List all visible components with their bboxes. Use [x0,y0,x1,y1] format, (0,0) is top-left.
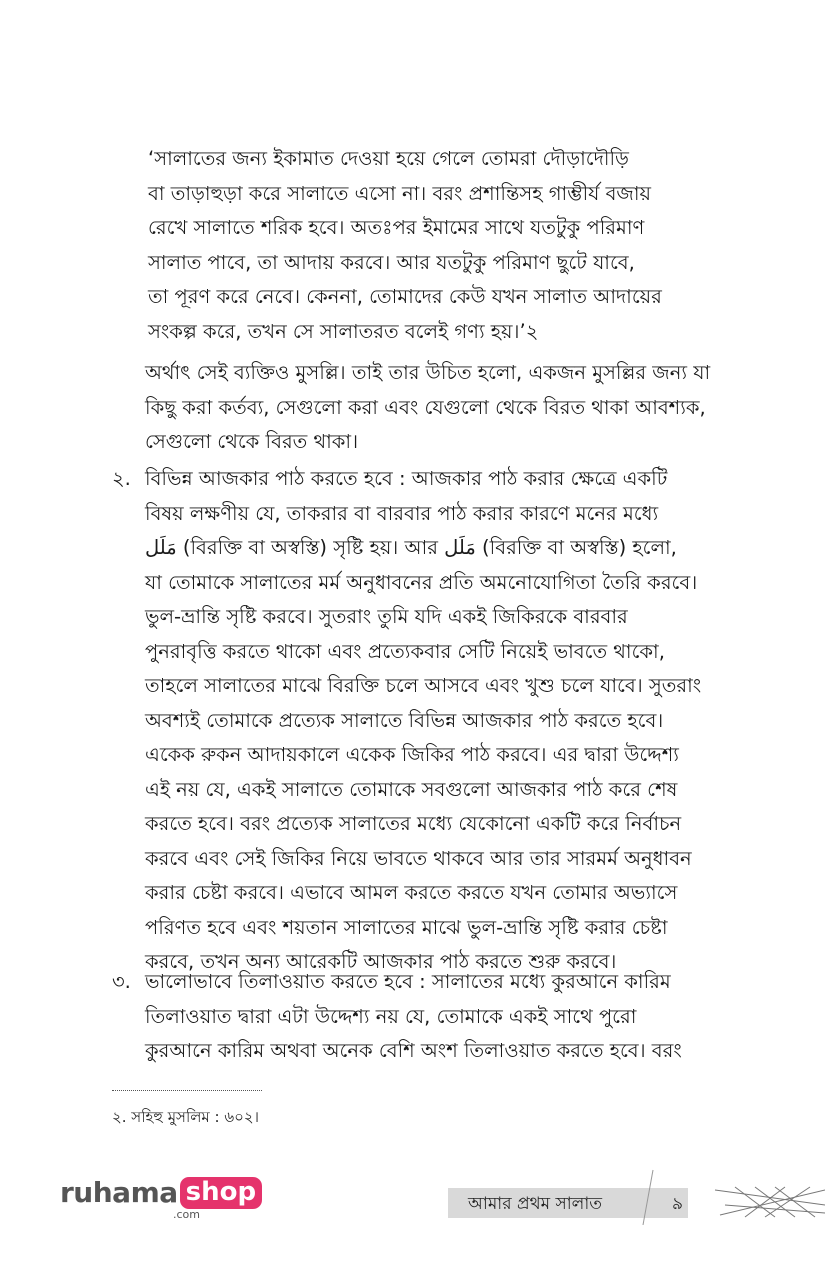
item-line: করবে, তখন অন্য আরেকটি আজকার পাঠ করতে শুরু করবে। [145,950,617,973]
item-line: করার চেষ্টা করবে। এভাবে আমল করতে করতে যখন তোমার অভ্যাসে [145,881,678,904]
list-number: ২. [112,467,131,490]
item-line: مَلَل (বিরক্তি বা অস্বস্তি) সৃষ্টি হয়। আর مَلَل (বিরক্তি বা অস্বস্তি) হলো, [145,536,677,559]
item-line: একেক রুকন আদায়কালে একেক জিকির পাঠ করবে। এর দ্বারা উদ্দেশ্য [145,743,679,766]
item-line: বিষয় লক্ষণীয় যে, তাকরার বা বারবার পাঠ করার কারণে মনের মধ্যে [145,501,659,525]
item-line: তিলাওয়াত দ্বারা এটা উদ্দেশ্য নয় যে, তোমাকে একই সাথে পুরো [145,1004,637,1028]
quote-line: ‘সালাতের জন্য ইকামাত দেওয়া হয়ে গেলে তোমরা দৌড়াদৌড়ি [148,147,629,170]
item-line: ভালোভাবে তিলাওয়াত করতে হবে : সালাতের মধ্যে কুরআনে কারিম [145,970,671,993]
logo-text-shop: shop [180,1177,262,1209]
item-line: ভুল-ভ্রান্তি সৃষ্টি করবে। সুতরাং তুমি যদি একই জিকিরকে বারবার [145,605,628,628]
paragraph-line: সেগুলো থেকে বিরত থাকা। [145,430,359,453]
list-number: ৩. [112,970,131,993]
logo-text-ruhama: ruhama [60,1176,178,1209]
list-item-body [145,965,722,1069]
quote-line: তা পূরণ করে নেবে। কেননা, তোমাদের কেউ যখন সালাত আদায়ের [148,285,662,308]
quote-line: সংকল্প করে, তখন সে সালাতরত বলেই গণ্য হয়।’২ [148,319,539,343]
explanation-paragraph [145,356,717,460]
decorative-lines-icon [625,1165,825,1225]
quote-line: রেখে সালাতে শরিক হবে। অতঃপর ইমামের সাথে যতটুকু পরিমাণ [148,216,645,239]
logo-text-com: .com [173,1208,200,1221]
quote-line: বা তাড়াহুড়া করে সালাতে এসো না। বরং প্রশান্তিসহ গাম্ভীর্য বজায় [148,181,652,205]
item-line: বিভিন্ন আজকার পাঠ করতে হবে : আজকার পাঠ করার ক্ষেত্রে একটি [145,467,668,490]
item-line: তাহলে সালাতের মাঝে বিরক্তি চলে আসবে এবং খুশু চলে যাবে। সুতরাং [145,674,702,697]
paragraph-line: অর্থাৎ সেই ব্যক্তিও মুসল্লি। তাই তার উচিত হলো, একজন মুসল্লির জন্য যা [145,361,711,384]
hadith-quote [148,142,688,349]
item-line: অবশ্যই তোমাকে প্রত্যেক সালাতে বিভিন্ন আজকার পাঠ করতে হবে। [145,708,664,732]
list-item-body [145,462,722,980]
item-line: করতে হবে। বরং প্রত্যেক সালাতের মধ্যে যেকোনো একটি করে নির্বাচন [145,812,682,835]
running-title: আমার প্রথম সালাত [468,1194,603,1214]
quote-line: সালাত পাবে, তা আদায় করবে। আর যতটুকু পরিমাণ ছুটে যাবে, [148,250,635,274]
item-line: এই নয় যে, একই সালাতে তোমাকে সবগুলো আজকার পাঠ করে শেষ [145,777,678,801]
item-line: কুরআনে কারিম অথবা অনেক বেশি অংশ তিলাওয়াত করতে হবে। বরং [145,1039,682,1062]
item-line: যা তোমাকে সালাতের মর্ম অনুধাবনের প্রতি অমনোযোগিতা তৈরি করবে। [145,570,698,594]
page-number: ৯ [672,1194,684,1214]
item-line: পরিণত হবে এবং শয়তান সালাতের মাঝে ভুল-ভ্রান্তি সৃষ্টি করার চেষ্টা [145,915,668,939]
footnote-divider [112,1090,262,1091]
item-line: পুনরাবৃত্তি করতে থাকো এবং প্রত্যেকবার সেটি নিয়েই ভাবতে থাকো, [145,639,665,663]
list-item-3 [112,965,722,1069]
footnote: ২. সহিহু মুসলিম : ৬০২। [112,1108,259,1126]
item-line: করবে এবং সেই জিকির নিয়ে ভাবতে থাকবে আর তার সারমর্ম অনুধাবন [145,846,692,870]
list-item-2 [112,462,722,980]
paragraph-line: কিছু করা কর্তব্য, সেগুলো করা এবং যেগুলো থেকে বিরত থাকা আবশ্যক, [145,395,706,419]
ruhamashop-logo [60,1176,262,1221]
